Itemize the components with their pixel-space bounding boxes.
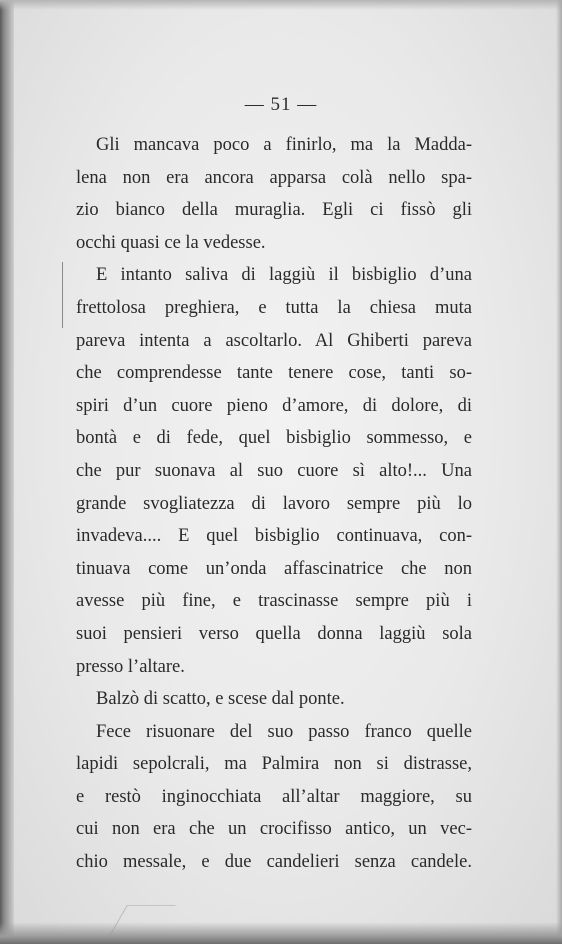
text-line: suoi pensieri verso quella donna laggiù sola bbox=[76, 623, 472, 644]
text-line: che comprendesse tante tenere cose, tanti so- bbox=[76, 363, 472, 384]
text-line: spiri d’un cuore pieno d’amore, di dolore, di bbox=[76, 395, 472, 416]
text-line: occhi quasi ce la vedesse. bbox=[76, 232, 266, 253]
page-bottom-shadow bbox=[0, 922, 562, 944]
page-right-shadow bbox=[556, 0, 562, 944]
text-line: chio messale, e due candelieri senza candele. bbox=[76, 852, 472, 873]
text-line: presso l’altare. bbox=[76, 656, 185, 677]
text-line: invadeva.... E quel bisbiglio continuava, con- bbox=[76, 526, 472, 547]
text-line: lapidi sepolcrali, ma Palmira non si distrasse, bbox=[76, 754, 472, 775]
text-line: cui non era che un crocifisso antico, un vec- bbox=[76, 819, 472, 840]
text-line: E intanto saliva di laggiù il bisbiglio d’una bbox=[96, 265, 472, 286]
text-line: Gli mancava poco a finirlo, ma la Madda- bbox=[96, 135, 472, 155]
text-line: Balzò di scatto, e scese dal ponte. bbox=[96, 689, 345, 710]
page-binding-shadow bbox=[0, 0, 14, 944]
text-line: tinuava come un’onda affascinatrice che non bbox=[76, 558, 472, 579]
text-line: frettolosa preghiera, e tutta la chiesa muta bbox=[76, 297, 472, 318]
text-line: grande svogliatezza di lavoro sempre più lo bbox=[76, 493, 472, 514]
text-line: bontà e di fede, quel bisbiglio sommesso, e bbox=[76, 428, 472, 449]
body-text bbox=[76, 129, 472, 879]
text-line: e restò inginocchiata all’altar maggiore, su bbox=[76, 786, 472, 807]
text-line: Fece risuonare del suo passo franco quelle bbox=[96, 721, 472, 742]
text-line: che pur suonava al suo cuore sì alto!... Una bbox=[76, 460, 472, 481]
text-line: avesse più fine, e trascinasse sempre più i bbox=[76, 591, 472, 612]
page-top-shadow bbox=[0, 0, 562, 10]
text-line: pareva intenta a ascoltarlo. Al Ghiberti pareva bbox=[76, 330, 472, 351]
margin-pencil-mark bbox=[62, 262, 63, 328]
page-number: — 51 — bbox=[244, 94, 318, 115]
text-line: zio bianco della muraglia. Egli ci fissò gli bbox=[76, 200, 472, 221]
text-line: lena non era ancora apparsa colà nello spa- bbox=[76, 167, 472, 188]
